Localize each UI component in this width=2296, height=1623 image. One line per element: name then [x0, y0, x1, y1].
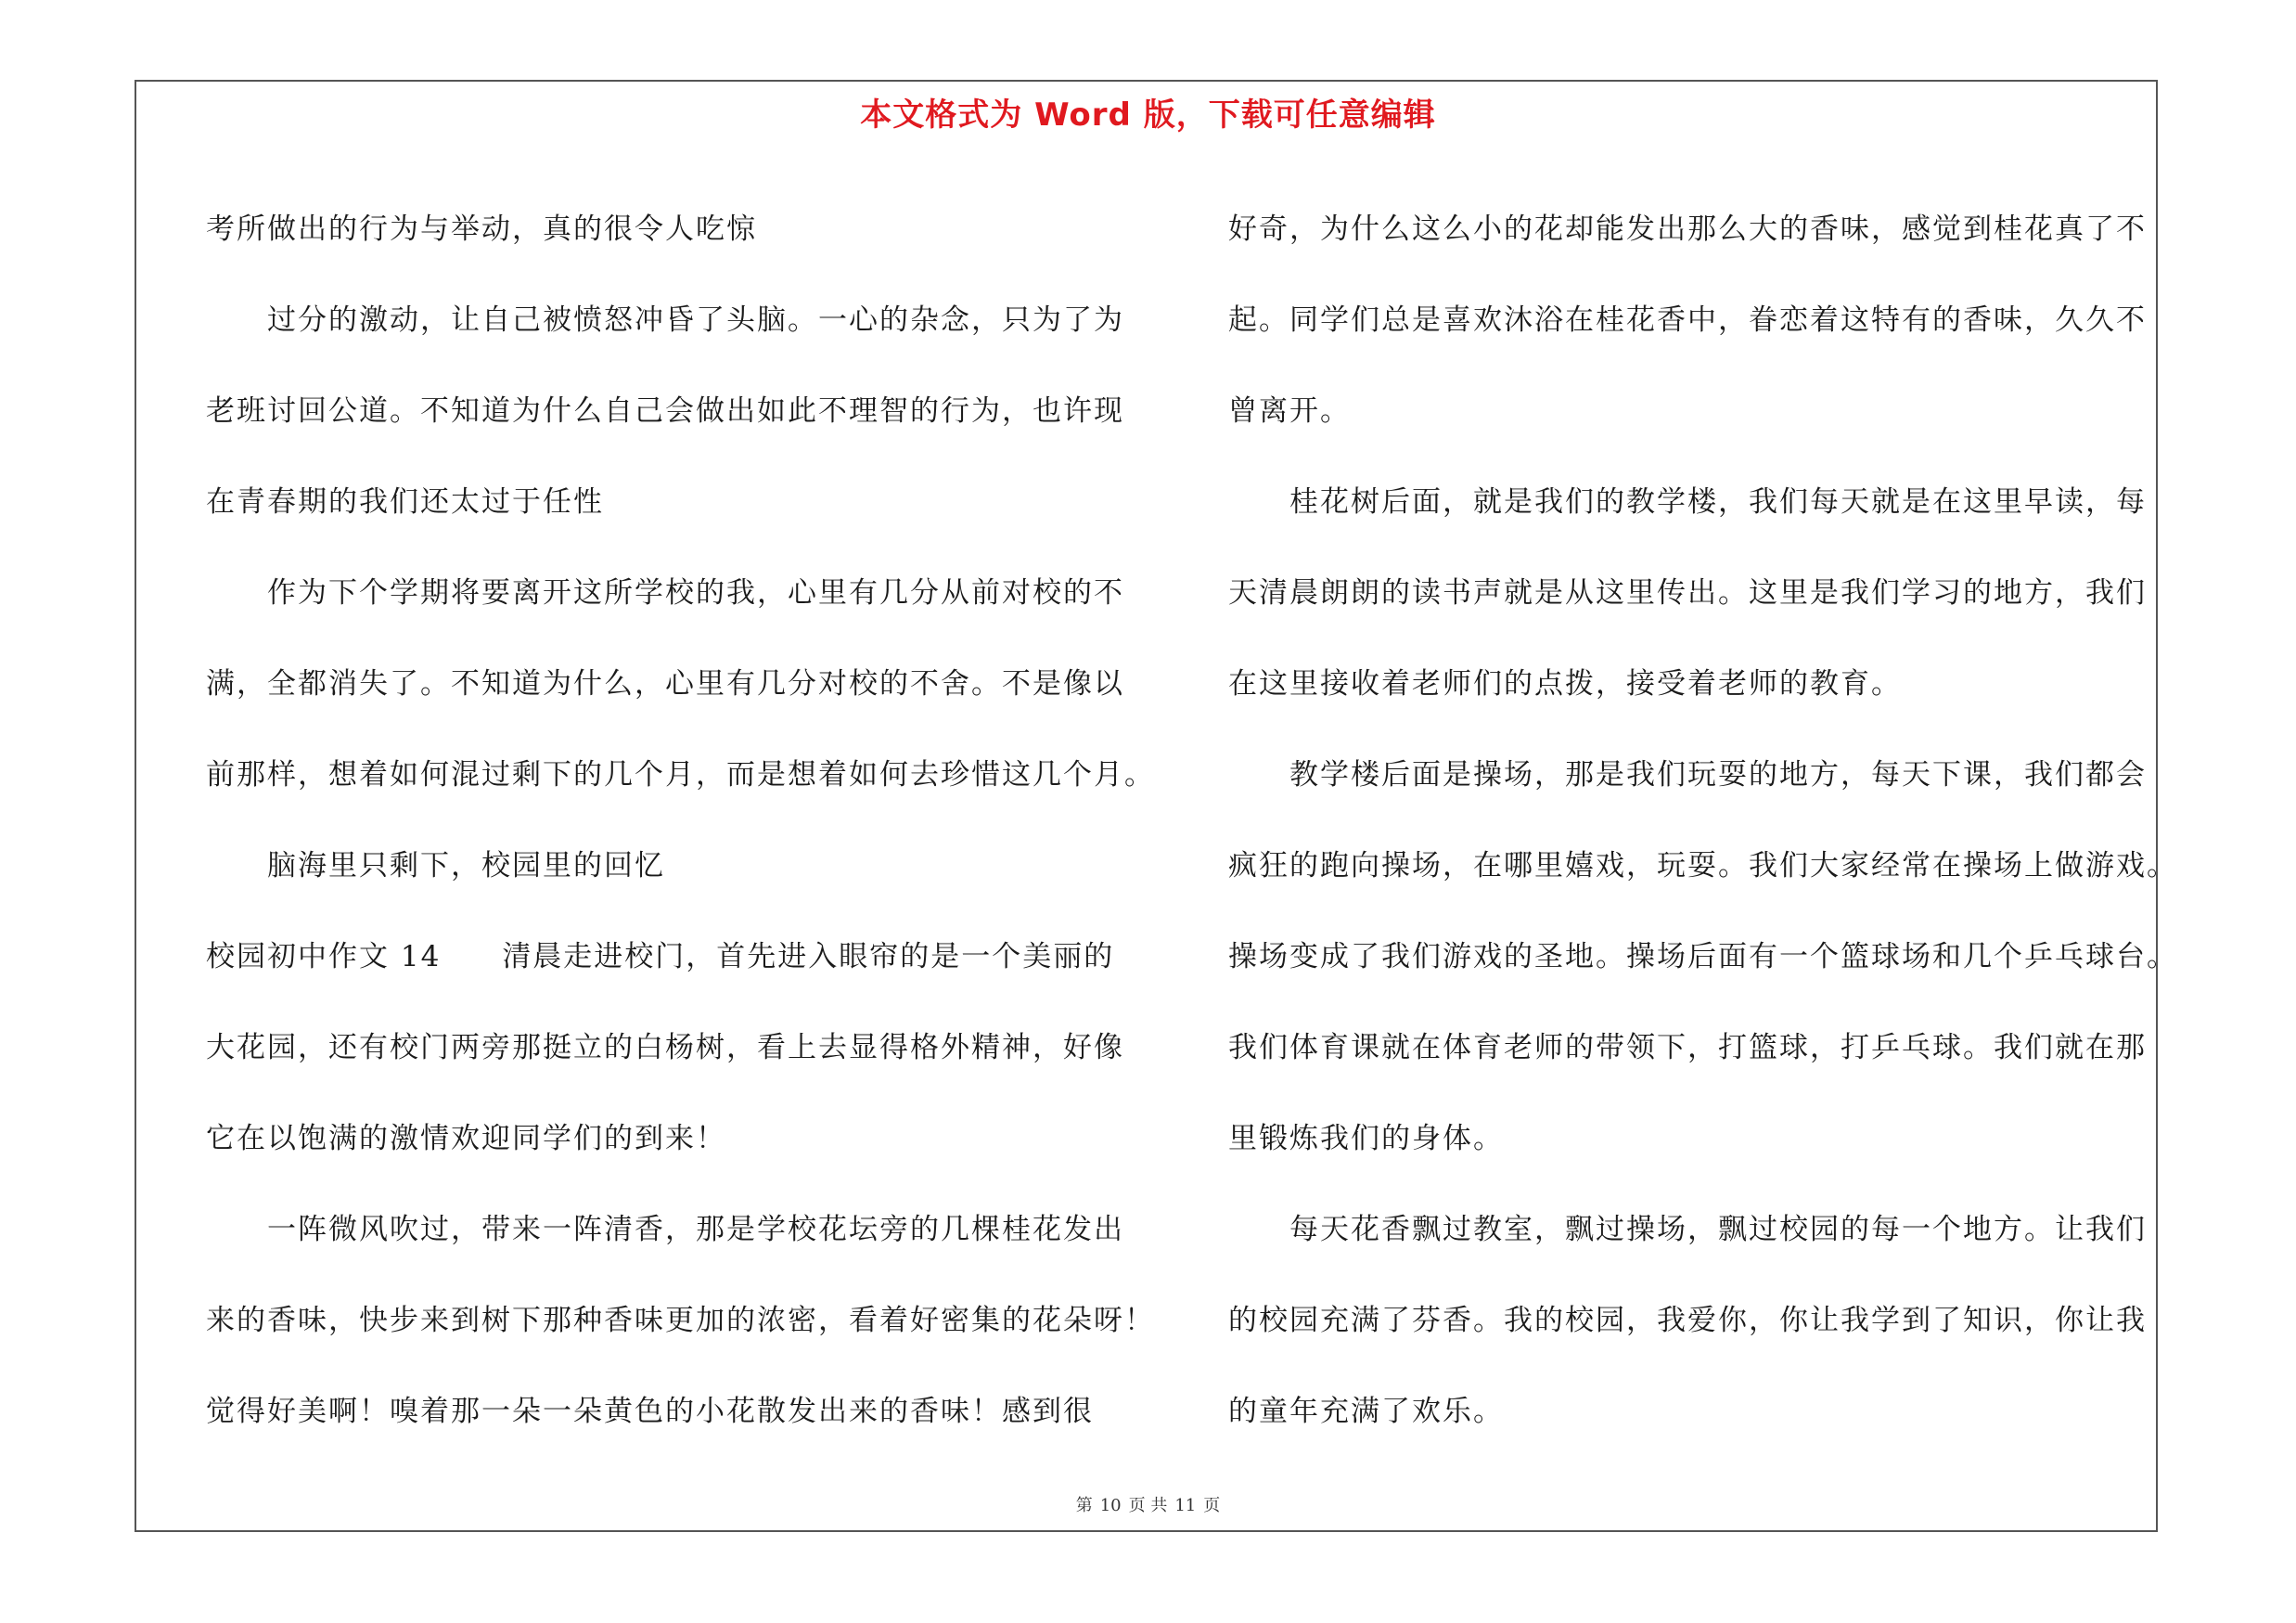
footer-prefix: 第	[1075, 1496, 1093, 1515]
text-line: 天清晨朗朗的读书声就是从这里传出。这里是我们学习的地方，我们	[1228, 576, 2147, 610]
text-line: 的童年充满了欢乐。	[1228, 1395, 1504, 1428]
text-line: 好奇，为什么这么小的花却能发出那么大的香味，感觉到桂花真了不	[1228, 213, 2147, 246]
essay-first-line: 清晨走进校门，首先进入眼帘的是一个美丽的	[502, 940, 1115, 973]
text-line: 里锻炼我们的身体。	[1228, 1122, 1504, 1155]
text-line: 大花园，还有校门两旁那挺立的白杨树，看上去显得格外精神，好像	[206, 1031, 1124, 1064]
text-line: 教学楼后面是操场，那是我们玩耍的地方，每天下课，我们都会	[1228, 758, 2147, 792]
text-line: 前那样，想着如何混过剩下的几个月，而是想着如何去珍惜这几个月。	[206, 758, 1155, 792]
text-line: 操场变成了我们游戏的圣地。操场后面有一个篮球场和几个乒乓球台。	[1228, 940, 2177, 973]
left-column	[206, 184, 1155, 1457]
text-line: 的校园充满了芬香。我的校园，我爱你，你让我学到了知识，你让我	[1228, 1304, 2147, 1337]
essay-title: 校园初中作文 14	[206, 940, 442, 973]
text-line: 来的香味，快步来到树下那种香味更加的浓密，看着好密集的花朵呀！	[206, 1304, 1155, 1337]
text-line: 脑海里只剩下，校园里的回忆	[206, 849, 665, 882]
footer-middle: 页 共	[1128, 1496, 1168, 1515]
header-banner: 本文格式为 Word 版，下载可任意编辑	[860, 97, 1436, 134]
text-line: 在这里接收着老师们的点拨，接受着老师的教育。	[1228, 667, 1902, 701]
text-line: 过分的激动，让自己被愤怒冲昏了头脑。一心的杂念，只为了为	[206, 303, 1124, 337]
right-column	[1228, 184, 2177, 1457]
text-line: 老班讨回公道。不知道为什么自己会做出如此不理智的行为，也许现	[206, 394, 1124, 428]
total-pages-number: 11	[1174, 1496, 1197, 1515]
text-line: 觉得好美啊！嗅着那一朵一朵黄色的小花散发出来的香味！感到很	[206, 1395, 1094, 1428]
page-footer	[0, 1492, 2296, 1516]
text-line: 我们体育课就在体育老师的带领下，打篮球，打乒乓球。我们就在那	[1228, 1031, 2147, 1064]
text-line: 考所做出的行为与举动，真的很令人吃惊	[206, 213, 757, 246]
text-line: 桂花树后面，就是我们的教学楼，我们每天就是在这里早读，每	[1228, 485, 2147, 519]
text-line: 在青春期的我们还太过于任性	[206, 485, 604, 519]
text-line: 曾离开。	[1228, 394, 1351, 428]
text-line: 它在以饱满的激情欢迎同学们的到来！	[206, 1122, 726, 1155]
text-line: 作为下个学期将要离开这所学校的我，心里有几分从前对校的不	[206, 576, 1124, 610]
essay-title-line	[206, 911, 1124, 1002]
text-line: 每天花香飘过教室，飘过操场，飘过校园的每一个地方。让我们	[1228, 1213, 2147, 1246]
text-line: 疯狂的跑向操场，在哪里嬉戏，玩耍。我们大家经常在操场上做游戏。	[1228, 849, 2177, 882]
footer-suffix: 页	[1203, 1496, 1221, 1515]
text-line: 满，全都消失了。不知道为什么，心里有几分对校的不舍。不是像以	[206, 667, 1124, 701]
current-page-number: 10	[1099, 1496, 1122, 1515]
text-line: 一阵微风吹过，带来一阵清香，那是学校花坛旁的几棵桂花发出	[206, 1213, 1124, 1246]
text-line: 起。同学们总是喜欢沐浴在桂花香中，眷恋着这特有的香味，久久不	[1228, 303, 2147, 337]
